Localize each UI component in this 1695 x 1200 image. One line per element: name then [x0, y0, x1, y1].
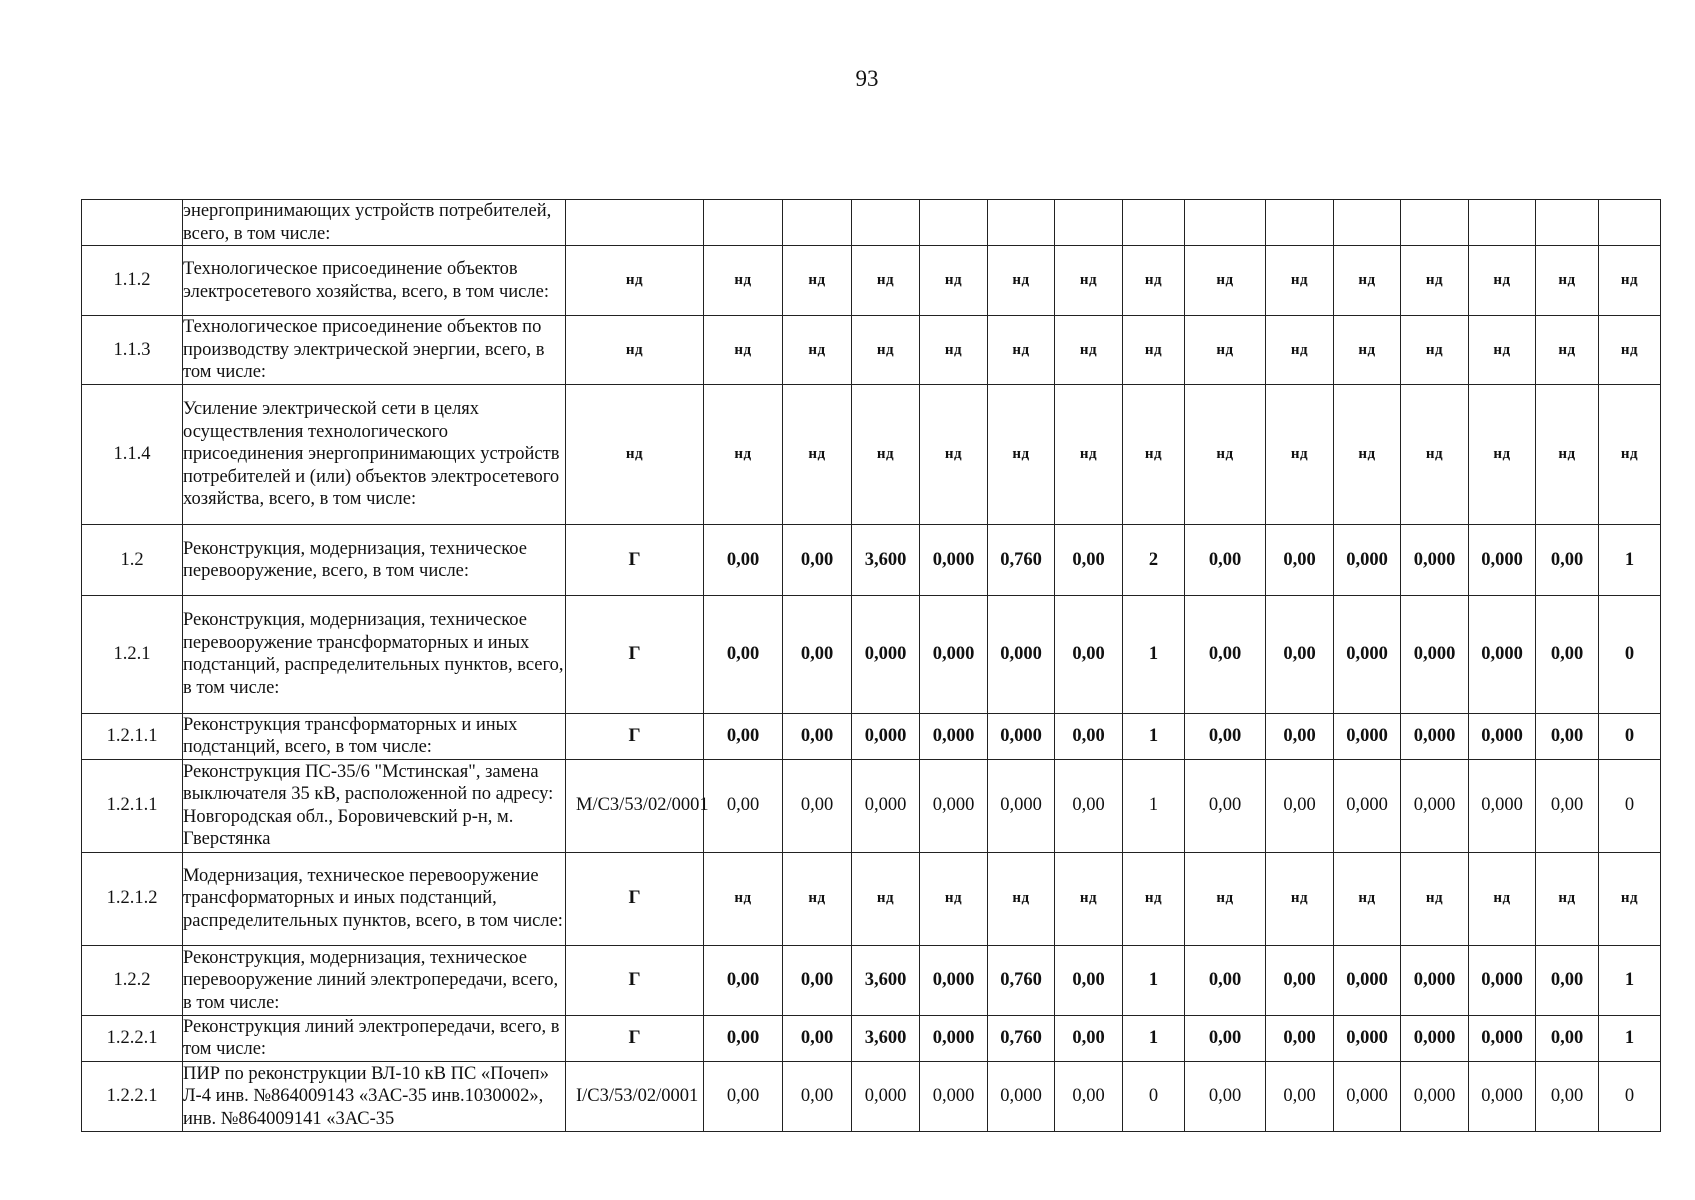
table-row: [82, 852, 1661, 945]
table-row: [82, 316, 1661, 385]
row-number: [82, 200, 183, 246]
row-name: Модернизация, техническое перевооружение трансформаторных и иных подстанций, распределительных пунктов, всего, в том числе:: [183, 852, 566, 945]
value-cell: нд: [783, 316, 852, 385]
value-cell: 0,000: [1469, 525, 1536, 596]
value-cell: нд: [1266, 385, 1334, 525]
value-cell: 0,00: [1536, 1061, 1599, 1131]
row-number: 1.2.1.1: [82, 759, 183, 852]
value-cell: 0,00: [704, 525, 783, 596]
value-cell: [988, 200, 1055, 246]
value-cell: 0,00: [1266, 596, 1334, 713]
row-code: нд: [566, 385, 704, 525]
page-number: 93: [855, 66, 879, 91]
value-cell: нд: [1266, 316, 1334, 385]
row-code: [566, 200, 704, 246]
value-cell: 0,00: [1055, 525, 1123, 596]
value-cell: 0,000: [1401, 1061, 1469, 1131]
value-cell: 0,000: [920, 525, 988, 596]
value-cell: нд: [1401, 852, 1469, 945]
investment-program-table: [81, 199, 1661, 1132]
row-number: 1.1.4: [82, 385, 183, 525]
value-cell: 0,00: [783, 713, 852, 759]
value-cell: 0,000: [920, 759, 988, 852]
value-cell: 0,000: [988, 1061, 1055, 1131]
value-cell: нд: [1334, 852, 1401, 945]
row-name: Реконструкция, модернизация, техническое перевооружение, всего, в том числе:: [183, 525, 566, 596]
value-cell: 0,000: [920, 596, 988, 713]
value-cell: нд: [1266, 246, 1334, 316]
value-cell: 0,000: [1334, 759, 1401, 852]
value-cell: 0,00: [1536, 713, 1599, 759]
value-cell: 0,00: [1536, 596, 1599, 713]
value-cell: 0,00: [704, 596, 783, 713]
row-name: Усиление электрической сети в целях осуществления технологического присоединения энергопринимающих устройств потребителей и (или) объектов электросетевого хозяйства, всего, в том числе:: [183, 385, 566, 525]
value-cell: 0,00: [1536, 1015, 1599, 1061]
value-cell: 0,000: [1334, 525, 1401, 596]
value-cell: 0,000: [920, 713, 988, 759]
table-row: [82, 525, 1661, 596]
value-cell: 0,000: [1334, 596, 1401, 713]
value-cell: 0,000: [1469, 759, 1536, 852]
value-cell: 0,000: [1469, 713, 1536, 759]
row-code: Г: [566, 1015, 704, 1061]
value-cell: 0,000: [1334, 945, 1401, 1015]
table-row: [82, 246, 1661, 316]
value-cell: [1334, 200, 1401, 246]
value-cell: 0: [1123, 1061, 1185, 1131]
value-cell: нд: [1055, 852, 1123, 945]
row-code: Г: [566, 525, 704, 596]
row-name: Технологическое присоединение объектов электросетевого хозяйства, всего, в том числе:: [183, 246, 566, 316]
row-number: 1.1.2: [82, 246, 183, 316]
table-row: [82, 1015, 1661, 1061]
table-row: [82, 713, 1661, 759]
value-cell: 0,00: [1185, 945, 1266, 1015]
value-cell: 1: [1123, 759, 1185, 852]
value-cell: 0,00: [1536, 525, 1599, 596]
value-cell: нд: [1469, 385, 1536, 525]
value-cell: [1401, 200, 1469, 246]
table-row: [82, 945, 1661, 1015]
value-cell: 0: [1599, 1061, 1661, 1131]
value-cell: 0,000: [988, 596, 1055, 713]
value-cell: 0,00: [783, 1015, 852, 1061]
value-cell: [1599, 200, 1661, 246]
value-cell: 0,760: [988, 1015, 1055, 1061]
value-cell: 0,000: [920, 945, 988, 1015]
value-cell: [704, 200, 783, 246]
value-cell: 0,760: [988, 525, 1055, 596]
value-cell: 0,00: [1185, 713, 1266, 759]
value-cell: [1185, 200, 1266, 246]
value-cell: нд: [852, 852, 920, 945]
value-cell: 0,00: [1055, 1015, 1123, 1061]
value-cell: 0,000: [852, 713, 920, 759]
value-cell: [1055, 200, 1123, 246]
value-cell: [920, 200, 988, 246]
value-cell: 0,000: [1469, 945, 1536, 1015]
row-number: 1.1.3: [82, 316, 183, 385]
row-code: M/C3/53/02/0001: [566, 759, 704, 852]
value-cell: 0,00: [1266, 945, 1334, 1015]
row-code: Г: [566, 852, 704, 945]
value-cell: нд: [988, 246, 1055, 316]
value-cell: 0,00: [1055, 1061, 1123, 1131]
row-code: Г: [566, 945, 704, 1015]
row-name: энергопринимающих устройств потребителей, всего, в том числе:: [183, 200, 566, 246]
row-number: 1.2.2: [82, 945, 183, 1015]
value-cell: 0,760: [988, 945, 1055, 1015]
value-cell: нд: [1599, 316, 1661, 385]
value-cell: 0,00: [1266, 525, 1334, 596]
value-cell: нд: [1401, 246, 1469, 316]
value-cell: нд: [1123, 385, 1185, 525]
value-cell: 0,00: [1055, 596, 1123, 713]
value-cell: 1: [1123, 945, 1185, 1015]
value-cell: 0,00: [1055, 759, 1123, 852]
row-number: 1.2.2.1: [82, 1061, 183, 1131]
value-cell: нд: [1334, 385, 1401, 525]
value-cell: нд: [1055, 385, 1123, 525]
value-cell: 0: [1599, 759, 1661, 852]
value-cell: 2: [1123, 525, 1185, 596]
value-cell: [852, 200, 920, 246]
value-cell: нд: [704, 246, 783, 316]
table-row: [82, 385, 1661, 525]
value-cell: 0,00: [704, 1015, 783, 1061]
value-cell: 0,000: [1334, 1015, 1401, 1061]
value-cell: нд: [1599, 246, 1661, 316]
value-cell: 0,00: [1266, 759, 1334, 852]
value-cell: 0,00: [1536, 945, 1599, 1015]
value-cell: 0,000: [1401, 713, 1469, 759]
value-cell: 0,00: [783, 596, 852, 713]
value-cell: нд: [1599, 385, 1661, 525]
table-row: [82, 200, 1661, 246]
value-cell: 0,000: [1334, 713, 1401, 759]
value-cell: [783, 200, 852, 246]
value-cell: нд: [783, 385, 852, 525]
value-cell: [1123, 200, 1185, 246]
value-cell: нд: [852, 316, 920, 385]
row-code: нд: [566, 316, 704, 385]
row-name: Реконструкция ПС-35/6 "Мстинская", замена выключателя 35 кВ, расположенной по адресу: Новгородская обл., Боровичевский р-н, м. Гверстянка: [183, 759, 566, 852]
value-cell: нд: [1055, 316, 1123, 385]
value-cell: 0,000: [988, 759, 1055, 852]
value-cell: 0,00: [704, 945, 783, 1015]
value-cell: 0,000: [1401, 945, 1469, 1015]
value-cell: 0,000: [852, 596, 920, 713]
value-cell: 3,600: [852, 945, 920, 1015]
value-cell: нд: [1401, 385, 1469, 525]
row-code: I/C3/53/02/0001: [566, 1061, 704, 1131]
value-cell: [1469, 200, 1536, 246]
value-cell: нд: [1536, 246, 1599, 316]
value-cell: 1: [1123, 713, 1185, 759]
value-cell: 0,000: [988, 713, 1055, 759]
value-cell: нд: [852, 385, 920, 525]
row-number: 1.2.1.1: [82, 713, 183, 759]
value-cell: 1: [1599, 945, 1661, 1015]
row-name: Реконструкция, модернизация, техническое перевооружение трансформаторных и иных подстанций, распределительных пунктов, всего, в том числе:: [183, 596, 566, 713]
value-cell: 0,00: [783, 525, 852, 596]
row-number: 1.2.1.2: [82, 852, 183, 945]
value-cell: нд: [704, 852, 783, 945]
row-number: 1.2.2.1: [82, 1015, 183, 1061]
value-cell: нд: [1469, 246, 1536, 316]
value-cell: 0,00: [1266, 713, 1334, 759]
value-cell: нд: [1123, 852, 1185, 945]
value-cell: нд: [1469, 852, 1536, 945]
row-name: ПИР по реконструкции ВЛ-10 кВ ПС «Почеп» Л-4 инв. №864009143 «3АС-35 инв.1030002», инв. №864009141 «3АС-35: [183, 1061, 566, 1131]
value-cell: 1: [1123, 596, 1185, 713]
value-cell: 0,00: [704, 713, 783, 759]
value-cell: нд: [988, 316, 1055, 385]
value-cell: нд: [704, 316, 783, 385]
value-cell: 3,600: [852, 1015, 920, 1061]
row-name: Реконструкция линий электропередачи, всего, в том числе:: [183, 1015, 566, 1061]
value-cell: 0,000: [852, 1061, 920, 1131]
value-cell: нд: [920, 316, 988, 385]
row-code: нд: [566, 246, 704, 316]
value-cell: 0,000: [920, 1015, 988, 1061]
value-cell: 1: [1599, 525, 1661, 596]
value-cell: 1: [1123, 1015, 1185, 1061]
value-cell: нд: [1055, 246, 1123, 316]
value-cell: 1: [1599, 1015, 1661, 1061]
value-cell: нд: [1401, 316, 1469, 385]
value-cell: нд: [988, 385, 1055, 525]
value-cell: 3,600: [852, 525, 920, 596]
value-cell: нд: [1185, 852, 1266, 945]
value-cell: нд: [783, 852, 852, 945]
value-cell: нд: [1185, 316, 1266, 385]
value-cell: 0,000: [1469, 1061, 1536, 1131]
value-cell: 0,000: [852, 759, 920, 852]
value-cell: нд: [1266, 852, 1334, 945]
value-cell: 0,00: [1185, 1061, 1266, 1131]
value-cell: 0,00: [1185, 1015, 1266, 1061]
value-cell: нд: [920, 385, 988, 525]
value-cell: 0,00: [1185, 525, 1266, 596]
value-cell: 0,000: [1401, 1015, 1469, 1061]
value-cell: 0,000: [1401, 596, 1469, 713]
row-name: Реконструкция, модернизация, техническое перевооружение линий электропередачи, всего, в том числе:: [183, 945, 566, 1015]
value-cell: нд: [704, 385, 783, 525]
value-cell: нд: [1123, 246, 1185, 316]
table-row: [82, 596, 1661, 713]
value-cell: нд: [1185, 385, 1266, 525]
value-cell: нд: [920, 246, 988, 316]
value-cell: [1266, 200, 1334, 246]
value-cell: 0,00: [783, 945, 852, 1015]
value-cell: 0,00: [1536, 759, 1599, 852]
value-cell: нд: [1536, 316, 1599, 385]
value-cell: нд: [852, 246, 920, 316]
value-cell: 0,00: [783, 1061, 852, 1131]
value-cell: нд: [1469, 316, 1536, 385]
row-name: Реконструкция трансформаторных и иных подстанций, всего, в том числе:: [183, 713, 566, 759]
value-cell: [1536, 200, 1599, 246]
value-cell: 0,00: [704, 1061, 783, 1131]
value-cell: 0,00: [1055, 945, 1123, 1015]
value-cell: 0: [1599, 713, 1661, 759]
value-cell: 0,000: [1469, 1015, 1536, 1061]
table-row: [82, 1061, 1661, 1131]
value-cell: 0,000: [1334, 1061, 1401, 1131]
row-code: Г: [566, 596, 704, 713]
value-cell: 0: [1599, 596, 1661, 713]
value-cell: 0,00: [783, 759, 852, 852]
value-cell: 0,00: [1266, 1015, 1334, 1061]
value-cell: нд: [1123, 316, 1185, 385]
value-cell: 0,000: [920, 1061, 988, 1131]
value-cell: 0,00: [1055, 713, 1123, 759]
row-name: Технологическое присоединение объектов по производству электрической энергии, всего, в том числе:: [183, 316, 566, 385]
value-cell: нд: [783, 246, 852, 316]
value-cell: нд: [1536, 852, 1599, 945]
value-cell: 0,000: [1469, 596, 1536, 713]
row-code: Г: [566, 713, 704, 759]
value-cell: 0,00: [704, 759, 783, 852]
value-cell: 0,000: [1401, 525, 1469, 596]
value-cell: 0,00: [1266, 1061, 1334, 1131]
value-cell: нд: [1599, 852, 1661, 945]
value-cell: нд: [1334, 316, 1401, 385]
value-cell: нд: [1334, 246, 1401, 316]
row-number: 1.2.1: [82, 596, 183, 713]
value-cell: нд: [920, 852, 988, 945]
value-cell: 0,000: [1401, 759, 1469, 852]
row-number: 1.2: [82, 525, 183, 596]
value-cell: 0,00: [1185, 596, 1266, 713]
value-cell: нд: [988, 852, 1055, 945]
value-cell: нд: [1536, 385, 1599, 525]
table-row: [82, 759, 1661, 852]
value-cell: 0,00: [1185, 759, 1266, 852]
value-cell: нд: [1185, 246, 1266, 316]
